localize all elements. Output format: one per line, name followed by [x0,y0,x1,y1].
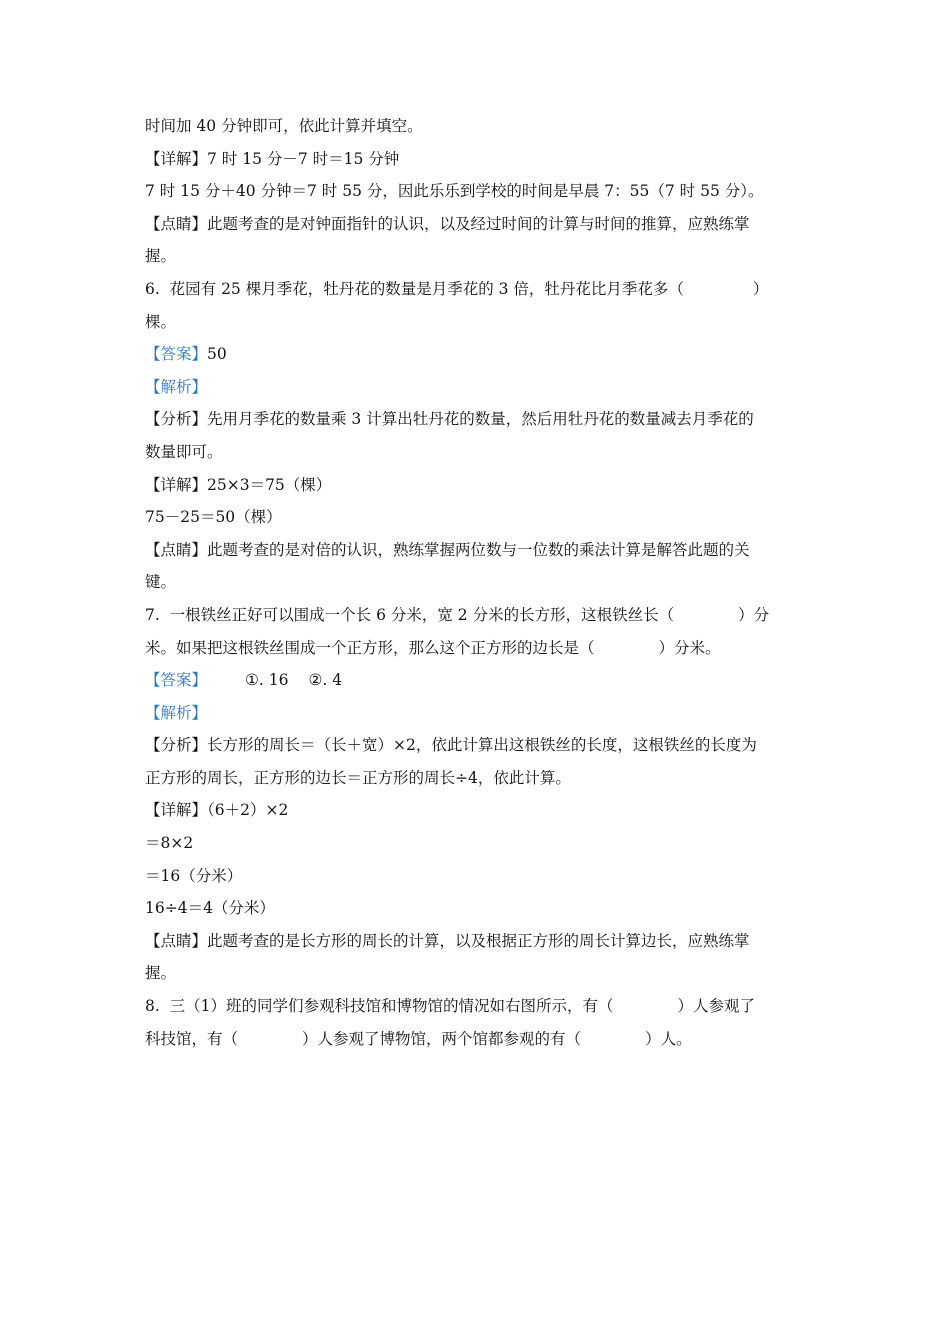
analysis-label: 【解析】 [145,703,208,722]
text-line: 【分析】长方形的周长＝（长＋宽）×2，依此计算出这根铁丝的长度，这根铁丝的长度为 [145,736,757,755]
document-page [145,110,815,1055]
answer-6 [145,338,815,371]
analysis-7 [145,697,815,730]
text-line: 米。如果把这根铁丝围成一个正方形，那么这个正方形的边长是（ ）分米。 [145,638,721,657]
answer-7 [145,664,815,697]
text-line: 科技馆，有（ ）人参观了博物馆，两个馆都参观的有（ ）人。 [145,1029,692,1048]
question-8: 8. 三（1）班的同学们参观科技馆和博物馆的情况如右图所示，有（ ）人参观了 [145,997,756,1016]
text-line: 75－25＝50（棵） [145,508,282,527]
text-line: 棵。 [145,312,177,331]
answer-value-1: ①. 16 [245,671,289,690]
text-line: 时间加 40 分钟即可，依此计算并填空。 [145,117,423,135]
answer-label: 【答案】 [145,345,208,364]
answer-label: 【答案】 [145,671,208,690]
text-line: 7 时 15 分＋40 分钟＝7 时 55 分，因此乐乐到学校的时间是早晨 7：55（7 时 55 分）。 [145,182,764,201]
analysis-6 [145,371,815,404]
text-line: 【详解】7 时 15 分－7 时＝15 分钟 [145,149,400,168]
text-line: 正方形的周长，正方形的边长＝正方形的周长÷4，依此计算。 [145,768,571,787]
question-6: 6. 花园有 25 棵月季花，牡丹花的数量是月季花的 3 倍，牡丹花比月季花多（ ） [145,279,769,298]
text-line: 【分析】先用月季花的数量乘 3 计算出牡丹花的数量，然后用牡丹花的数量减去月季花的 [145,410,754,429]
text-line: 【详解】25×3＝75（棵） [145,475,332,494]
text-line: 【点睛】此题考查的是长方形的周长的计算，以及根据正方形的周长计算边长，应熟练掌 [145,931,750,950]
text-line: 握。 [145,247,177,266]
text-line: 【详解】（6＋2）×2 [145,801,289,820]
question-7: 7. 一根铁丝正好可以围成一个长 6 分米，宽 2 分米的长方形，这根铁丝长（ ）分 [145,605,770,624]
text-line: 键。 [145,573,177,592]
text-line: 16÷4＝4（分米） [145,899,275,918]
text-line: 数量即可。 [145,442,223,461]
analysis-label: 【解析】 [145,377,208,396]
answer-value: 50 [207,345,227,364]
text-line: 【点睛】此题考查的是对倍的认识，熟练掌握两位数与一位数的乘法计算是解答此题的关 [145,540,750,559]
text-line: ＝16（分米） [145,866,243,885]
text-line: 握。 [145,964,177,983]
text-line: 【点睛】此题考查的是对钟面指针的认识，以及经过时间的计算与时间的推算，应熟练掌 [145,214,750,233]
text-line: ＝8×2 [145,834,194,853]
answer-value-2: ②. 4 [308,671,343,690]
